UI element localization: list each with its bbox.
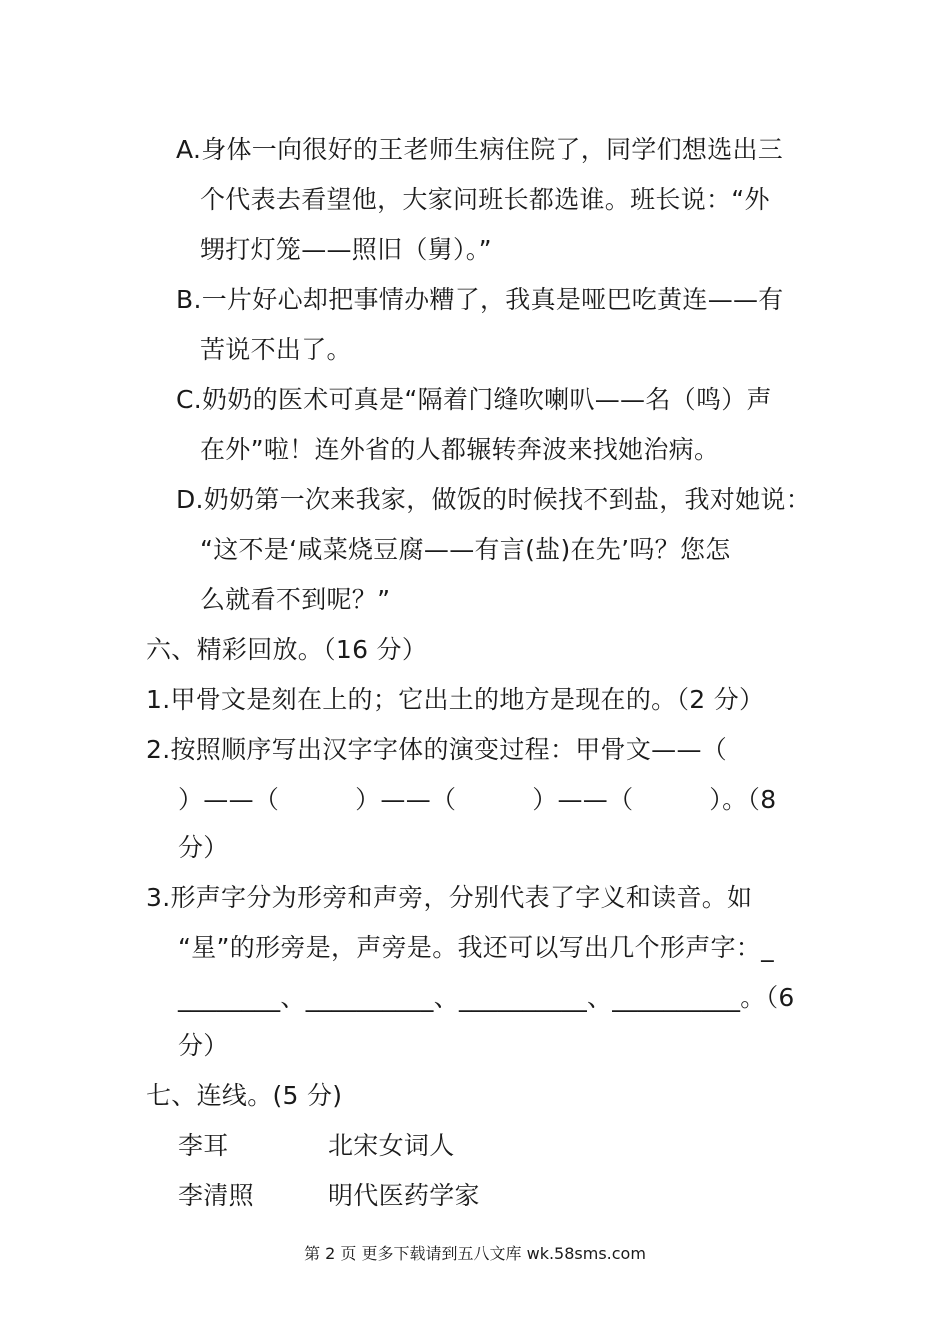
match-right-item: 北宋女词人 (328, 1131, 455, 1160)
match-right-item: 明代医药学家 (328, 1181, 480, 1210)
option-a-line-3: 甥打灯笼——照旧（舅）。” (200, 235, 492, 264)
section-6-heading: 六、精彩回放。（16 分） (146, 635, 428, 664)
option-c-line-2: 在外”啦！连外省的人都辗转奔波来找她治病。 (200, 435, 720, 464)
option-d-line-2: “这不是‘咸菜烧豆腐——有言(盐)在先’吗？您怎 (200, 535, 731, 564)
section-7-heading: 七、连线。(5 分) (146, 1081, 343, 1110)
option-c-line-1: C.奶奶的医术可真是“隔着门缝吹喇叭——名（鸣）声 (176, 385, 772, 414)
question-3-line-1: 3.形声字分为形旁和声旁，分别代表了字义和读音。如 (146, 883, 753, 912)
option-a-line-1: A.身体一向很好的王老师生病住院了，同学们想选出三 (176, 135, 784, 164)
question-3-line-4: 分） (178, 1031, 229, 1060)
question-2-line-1: 2.按照顺序写出汉字字体的演变过程：甲骨文——（ (146, 735, 728, 764)
question-3-line-2: “星”的形旁是，声旁是。我还可以写出几个形声字：_ (178, 933, 774, 962)
question-2-line-3: 分） (178, 833, 229, 862)
page-footer: 第 2 页 更多下载请到五八文库 wk.58sms.com (304, 1244, 646, 1263)
option-d-line-1: D.奶奶第一次来我家，做饭的时候找不到盐，我对她说： (176, 485, 811, 514)
option-d-line-3: 么就看不到呢？” (200, 585, 391, 614)
option-b-line-1: B.一片好心却把事情办糟了，我真是哑巴吃黄连——有 (176, 285, 784, 314)
match-left-item: 李清照 (178, 1181, 254, 1210)
option-a-line-2: 个代表去看望他，大家问班长都选谁。班长说：“外 (200, 185, 770, 214)
question-2-line-2: ）——（ ）——（ ）——（ ）。（8 (178, 785, 777, 814)
option-b-line-2: 苦说不出了。 (200, 335, 352, 364)
match-left-item: 李耳 (178, 1131, 229, 1160)
question-1: 1.甲骨文是刻在上的；它出土的地方是现在的。（2 分） (146, 685, 765, 714)
question-3-line-3: ________、__________、__________、__________。（6 (178, 983, 795, 1012)
